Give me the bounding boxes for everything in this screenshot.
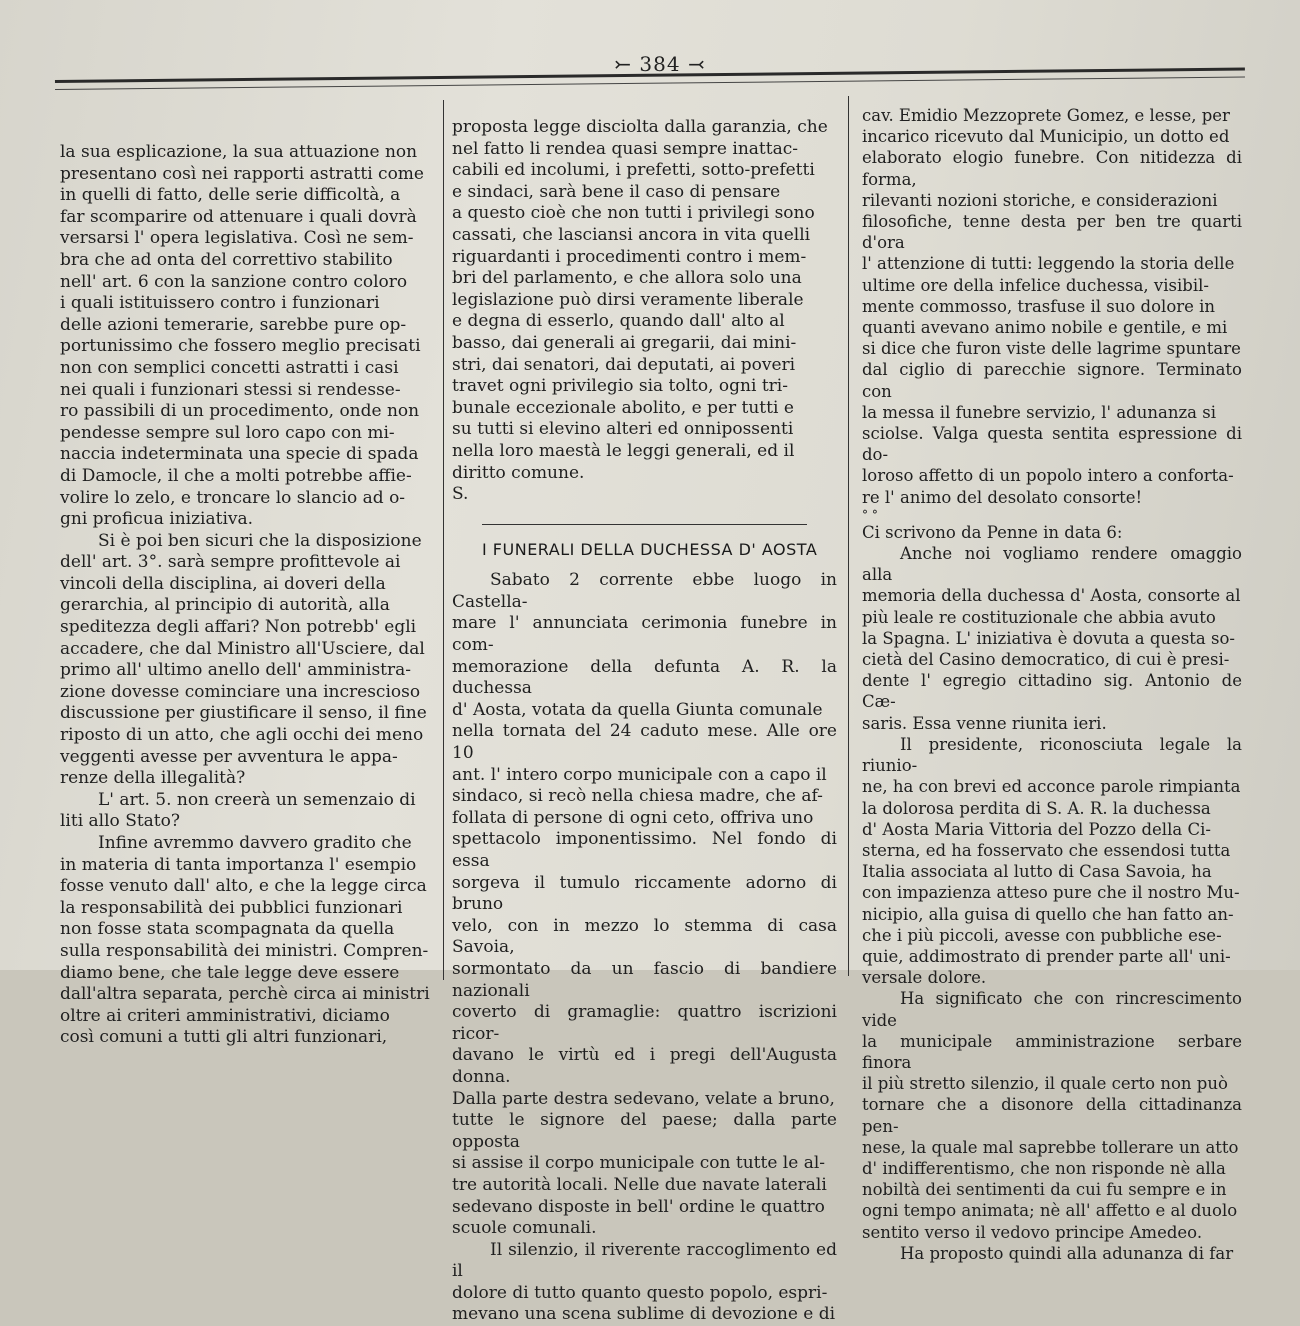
text-line: vincoli della disciplina, ai doveri della: [60, 573, 386, 594]
text-line: la messa il funebre servizio, l' adunanza si: [862, 402, 1216, 422]
text-line: la responsabilità dei pubblici funzionari: [60, 897, 403, 918]
text-line: gni proficua iniziativa.: [60, 509, 254, 530]
column-1: [60, 142, 438, 1049]
text-line: a questo cioè che non tutti i privilegi sono: [452, 203, 815, 224]
text-line: quanti avevano animo nobile e gentile, e mi: [862, 318, 1228, 338]
col3-paragraph-3: [862, 734, 1242, 988]
text-line: la dolorosa perdita di S. A. R. la duchessa: [862, 798, 1211, 818]
text-line: cietà del Casino democratico, di cui è presi-: [862, 650, 1230, 670]
text-line: ro passibili di un procedimento, onde non: [60, 401, 420, 422]
text-line: nese, la quale mal saprebbe tollerare un atto: [862, 1137, 1239, 1157]
text-line: presentano così nei rapporti astratti come: [60, 163, 424, 184]
col1-paragraph-4: [60, 833, 438, 1049]
text-line: follata di persone di ogni ceto, offriva uno: [452, 807, 814, 828]
text-line: non fosse stata scompagnata da quella: [60, 919, 395, 940]
col3-paragraph-5: [862, 1243, 1242, 1264]
text-line: Infine avremmo davvero gradito che: [98, 833, 412, 853]
text-line: i quali istituissero contro i funzionari: [60, 293, 380, 314]
text-line: diritto comune.: [452, 462, 585, 483]
text-line: Dalla parte destra sedevano, velate a bruno,: [452, 1088, 835, 1109]
text-line: legislazione può dirsi veramente liberale: [452, 289, 804, 310]
text-line: memoria della duchessa d' Aosta, consorte al: [862, 586, 1241, 606]
text-line: nel fatto li rendea quasi sempre inattac-: [452, 138, 798, 159]
text-line: riposto di un atto, che agli occhi dei meno: [60, 725, 424, 746]
text-line: davano le virtù ed i pregi dell'Augusta donna.: [452, 1045, 837, 1087]
text-line: così comuni a tutti gli altri funzionari,: [60, 1027, 388, 1048]
text-line: versale dolore.: [862, 968, 987, 988]
text-line: in quelli di fatto, delle serie difficoltà, a: [60, 185, 401, 206]
text-line: saris. Essa venne riunita ieri.: [862, 713, 1107, 733]
text-line: si dice che furon viste delle lagrime spuntare: [862, 339, 1241, 359]
text-line: di Damocle, il che a molti potrebbe affie-: [60, 465, 412, 486]
text-line: pendesse sempre sul loro capo con mi-: [60, 422, 395, 443]
text-line: oltre ai criteri amministrativi, diciamo: [60, 1005, 390, 1026]
text-line: dal ciglio di parecchie signore. Terminato con: [862, 360, 1242, 401]
page-number-text: 384: [639, 52, 681, 76]
text-line: nobiltà dei sentimenti da cui fu sempre e in: [862, 1180, 1227, 1200]
text-line: dall'altra separata, perchè circa ai ministri: [60, 984, 430, 1005]
header-ornament-left: ⤚: [614, 52, 640, 76]
text-line: d' Aosta, votata da quella Giunta comunale: [452, 699, 823, 720]
text-line: Ha significato che con rincrescimento vide: [862, 989, 1242, 1030]
section-rule: [482, 524, 807, 525]
text-line: Ha proposto quindi alla adunanza di far: [900, 1243, 1234, 1263]
text-line: tre autorità locali. Nelle due navate laterali: [452, 1174, 827, 1195]
text-line: filosofiche, tenne desta per ben tre quarti d'ora: [862, 212, 1242, 253]
text-line: veggenti avesse per avventura le appa-: [60, 746, 398, 767]
header-ornament-right: ⤙: [680, 52, 706, 76]
text-line: riguardanti i procedimenti contro i mem-: [452, 246, 807, 267]
text-line: non con semplici concetti astratti i casi: [60, 357, 399, 378]
text-line: nella tornata del 24 caduto mese. Alle ore 10: [452, 721, 837, 764]
text-line: diamo bene, che tale legge deve essere: [60, 962, 400, 983]
text-line: la Spagna. L' iniziativa è dovuta a questa so-: [862, 628, 1235, 648]
text-line: nell' art. 6 con la sanzione contro coloro: [60, 271, 408, 292]
signature: S.: [452, 484, 469, 505]
text-line: Anche noi vogliamo rendere omaggio alla: [862, 544, 1242, 585]
text-line: Sabato 2 corrente ebbe luogo in Castella-: [452, 570, 837, 612]
text-line: cassati, che lasciansi ancora in vita quelli: [452, 224, 811, 245]
text-line: primo all' ultimo anello dell' amministra-: [60, 660, 412, 681]
text-line: tornare che a disonore della cittadinanza pen-: [862, 1095, 1242, 1136]
col1-paragraph-2: [60, 531, 438, 790]
text-line: e sindaci, sarà bene il caso di pensare: [452, 181, 781, 202]
text-line: dell' art. 3°. sarà sempre profittevole ai: [60, 552, 401, 573]
text-line: L' art. 5. non creerà un semenzaio di: [98, 789, 416, 810]
text-line: re l' animo del desolato consorte!: [862, 487, 1143, 507]
text-line: discussione per giustificare il senso, il fine: [60, 703, 427, 724]
text-line: Si è poi ben sicuri che la disposizione: [98, 530, 422, 551]
text-line: su tutti si elevino alteri ed onnipossenti: [452, 419, 794, 440]
col3-paragraph-1: [862, 105, 1242, 508]
text-line: scuole comunali.: [452, 1218, 597, 1239]
col2-paragraph-1: [452, 117, 837, 484]
text-line: nicipio, alla guisa di quello che han fatto an-: [862, 904, 1234, 924]
text-line: la municipale amministrazione serbare finora: [862, 1031, 1242, 1072]
text-line: che i più piccoli, avesse con pubbliche ese-: [862, 925, 1222, 945]
text-line: portunissimo che fossero meglio precisati: [60, 336, 421, 357]
text-line: renze della illegalità?: [60, 768, 246, 789]
text-line: gerarchia, al principio di autorità, alla: [60, 595, 390, 616]
text-line: e degna di esserlo, quando dall' alto al: [452, 311, 785, 332]
text-line: mevano una scena sublime di devozione e di: [452, 1304, 836, 1325]
text-line: mare l' annunciata cerimonia funebre in com-: [452, 613, 837, 656]
text-line: basso, dai generali ai gregarii, dai mini-: [452, 332, 797, 353]
text-line: quie, addimostrato di prender parte all' uni-: [862, 946, 1231, 966]
text-line: l' attenzione di tutti: leggendo la storia delle: [862, 254, 1235, 274]
text-line: il più stretto silenzio, il quale certo non può: [862, 1074, 1228, 1094]
text-line: bri del parlamento, e che allora solo una: [452, 268, 802, 289]
text-line: far scomparire od attenuare i quali dovrà: [60, 206, 417, 227]
text-line: Il silenzio, il riverente raccoglimento ed il: [452, 1239, 837, 1282]
col3-paragraph-4: [862, 988, 1242, 1242]
text-line: proposta legge disciolta dalla garanzia, che: [452, 117, 828, 137]
text-line: sentito verso il vedovo principe Amedeo.: [862, 1222, 1203, 1242]
text-line: ne, ha con brevi ed acconce parole rimpianta: [862, 777, 1241, 797]
text-line: travet ogni privilegio sia tolto, ogni tri-: [452, 376, 788, 397]
text-line: sedevano disposte in bell' ordine le quattro: [452, 1196, 825, 1217]
text-line: velo, con in mezzo lo stemma di casa Savoia,: [452, 915, 837, 958]
text-line: stri, dai senatori, dai deputati, ai poveri: [452, 354, 796, 375]
section-title: I FUNERALI DELLA DUCHESSA D' AOSTA: [482, 539, 818, 559]
text-line: zione dovesse cominciare una increscioso: [60, 681, 421, 702]
text-line: accadere, che dal Ministro all'Usciere, dal: [60, 638, 425, 659]
text-line: liti allo Stato?: [60, 811, 180, 832]
text-line: dolore di tutto quanto questo popolo, espri-: [452, 1282, 828, 1303]
text-line: d' indifferentismo, che non risponde nè alla: [862, 1158, 1226, 1178]
text-line: coverto di gramaglie: quattro iscrizioni ricor-: [452, 1002, 837, 1044]
col3-paragraph-2: [862, 543, 1242, 734]
text-line: volire lo zelo, e troncare lo slancio ad o-: [60, 487, 406, 508]
text-line: sormontato da un fascio di bandiere nazionali: [452, 958, 837, 1001]
text-line: elaborato elogio funebre. Con nitidezza di forma,: [862, 148, 1242, 189]
text-line: bra che ad onta del correttivo stabilito: [60, 249, 393, 270]
article-paragraph-1: [452, 570, 837, 1239]
text-line: ultime ore della infelice duchessa, visibil-: [862, 275, 1209, 295]
text-line: dente l' egregio cittadino sig. Antonio de Cæ-: [862, 671, 1242, 712]
text-line: sterna, ed ha fosservato che essendosi tutta: [862, 840, 1231, 860]
text-line: memorazione della defunta A. R. la duchessa: [452, 656, 837, 699]
text-line: ogni tempo animata; nè all' affetto e al duolo: [862, 1201, 1238, 1221]
text-line: si assise il corpo municipale con tutte le al-: [452, 1153, 826, 1174]
text-line: Italia associata al lutto di Casa Savoia, ha: [862, 862, 1212, 882]
text-line: spettacolo imponentissimo. Nel fondo di essa: [452, 829, 837, 871]
col1-paragraph-1: [60, 142, 438, 531]
column-2: [452, 117, 837, 1326]
column-3: [862, 105, 1242, 1264]
text-line: naccia indeterminata una specie di spada: [60, 444, 419, 465]
text-line: fosse venuto dall' alto, e che la legge circa: [60, 876, 427, 897]
text-line: Il presidente, riconosciuta legale la riunio-: [862, 734, 1242, 776]
text-line: sciolse. Valga questa sentita espressione di do-: [862, 424, 1242, 465]
text-line: mente commosso, trasfuse il suo dolore in: [862, 296, 1216, 316]
text-line: tutte le signore del paese; dalla parte opposta: [452, 1110, 837, 1152]
text-line: con impazienza atteso pure che il nostro Mu-: [862, 883, 1240, 903]
text-line: in materia di tanta importanza l' esempio: [60, 854, 417, 875]
text-line: incarico ricevuto dal Municipio, un dotto ed: [862, 127, 1230, 147]
text-line: cav. Emidio Mezzoprete Gomez, e lesse, per: [862, 106, 1230, 125]
dateline: Ci scrivono da Penne in data 6:: [862, 522, 1123, 542]
text-line: nei quali i funzionari stessi si rendesse-: [60, 379, 401, 400]
text-line: sindaco, si recò nella chiesa madre, che af-: [452, 786, 823, 807]
text-line: cabili ed incolumi, i prefetti, sotto-prefetti: [452, 160, 815, 181]
text-line: sorgeva il tumulo riccamente adorno di bruno: [452, 872, 837, 915]
text-line: loroso affetto di un popolo intero a conforta-: [862, 466, 1234, 486]
column-divider-2: [848, 96, 849, 976]
column-divider-1: [443, 100, 444, 980]
text-line: ant. l' intero corpo municipale con a capo il: [452, 764, 827, 785]
text-line: sulla responsabilità dei ministri. Compren-: [60, 940, 429, 961]
col1-paragraph-3: [60, 790, 438, 833]
text-line: più leale re costituzionale che abbia avuto: [862, 607, 1216, 627]
text-line: delle azioni temerarie, sarebbe pure op-: [60, 314, 407, 335]
text-line: versarsi l' opera legislativa. Così ne sem-: [60, 228, 414, 249]
text-line: rilevanti nozioni storiche, e considerazioni: [862, 190, 1218, 210]
separator-mark: ° °: [862, 507, 878, 522]
text-line: d' Aosta Maria Vittoria del Pozzo della Ci-: [862, 819, 1211, 839]
text-line: speditezza degli affari? Non potrebb' egli: [60, 617, 417, 638]
text-line: bunale eccezionale abolito, e per tutti e: [452, 397, 794, 418]
article-paragraph-2: [452, 1240, 837, 1326]
text-line: la sua esplicazione, la sua attuazione non: [60, 142, 418, 162]
text-line: nella loro maestà le leggi generali, ed il: [452, 440, 795, 461]
